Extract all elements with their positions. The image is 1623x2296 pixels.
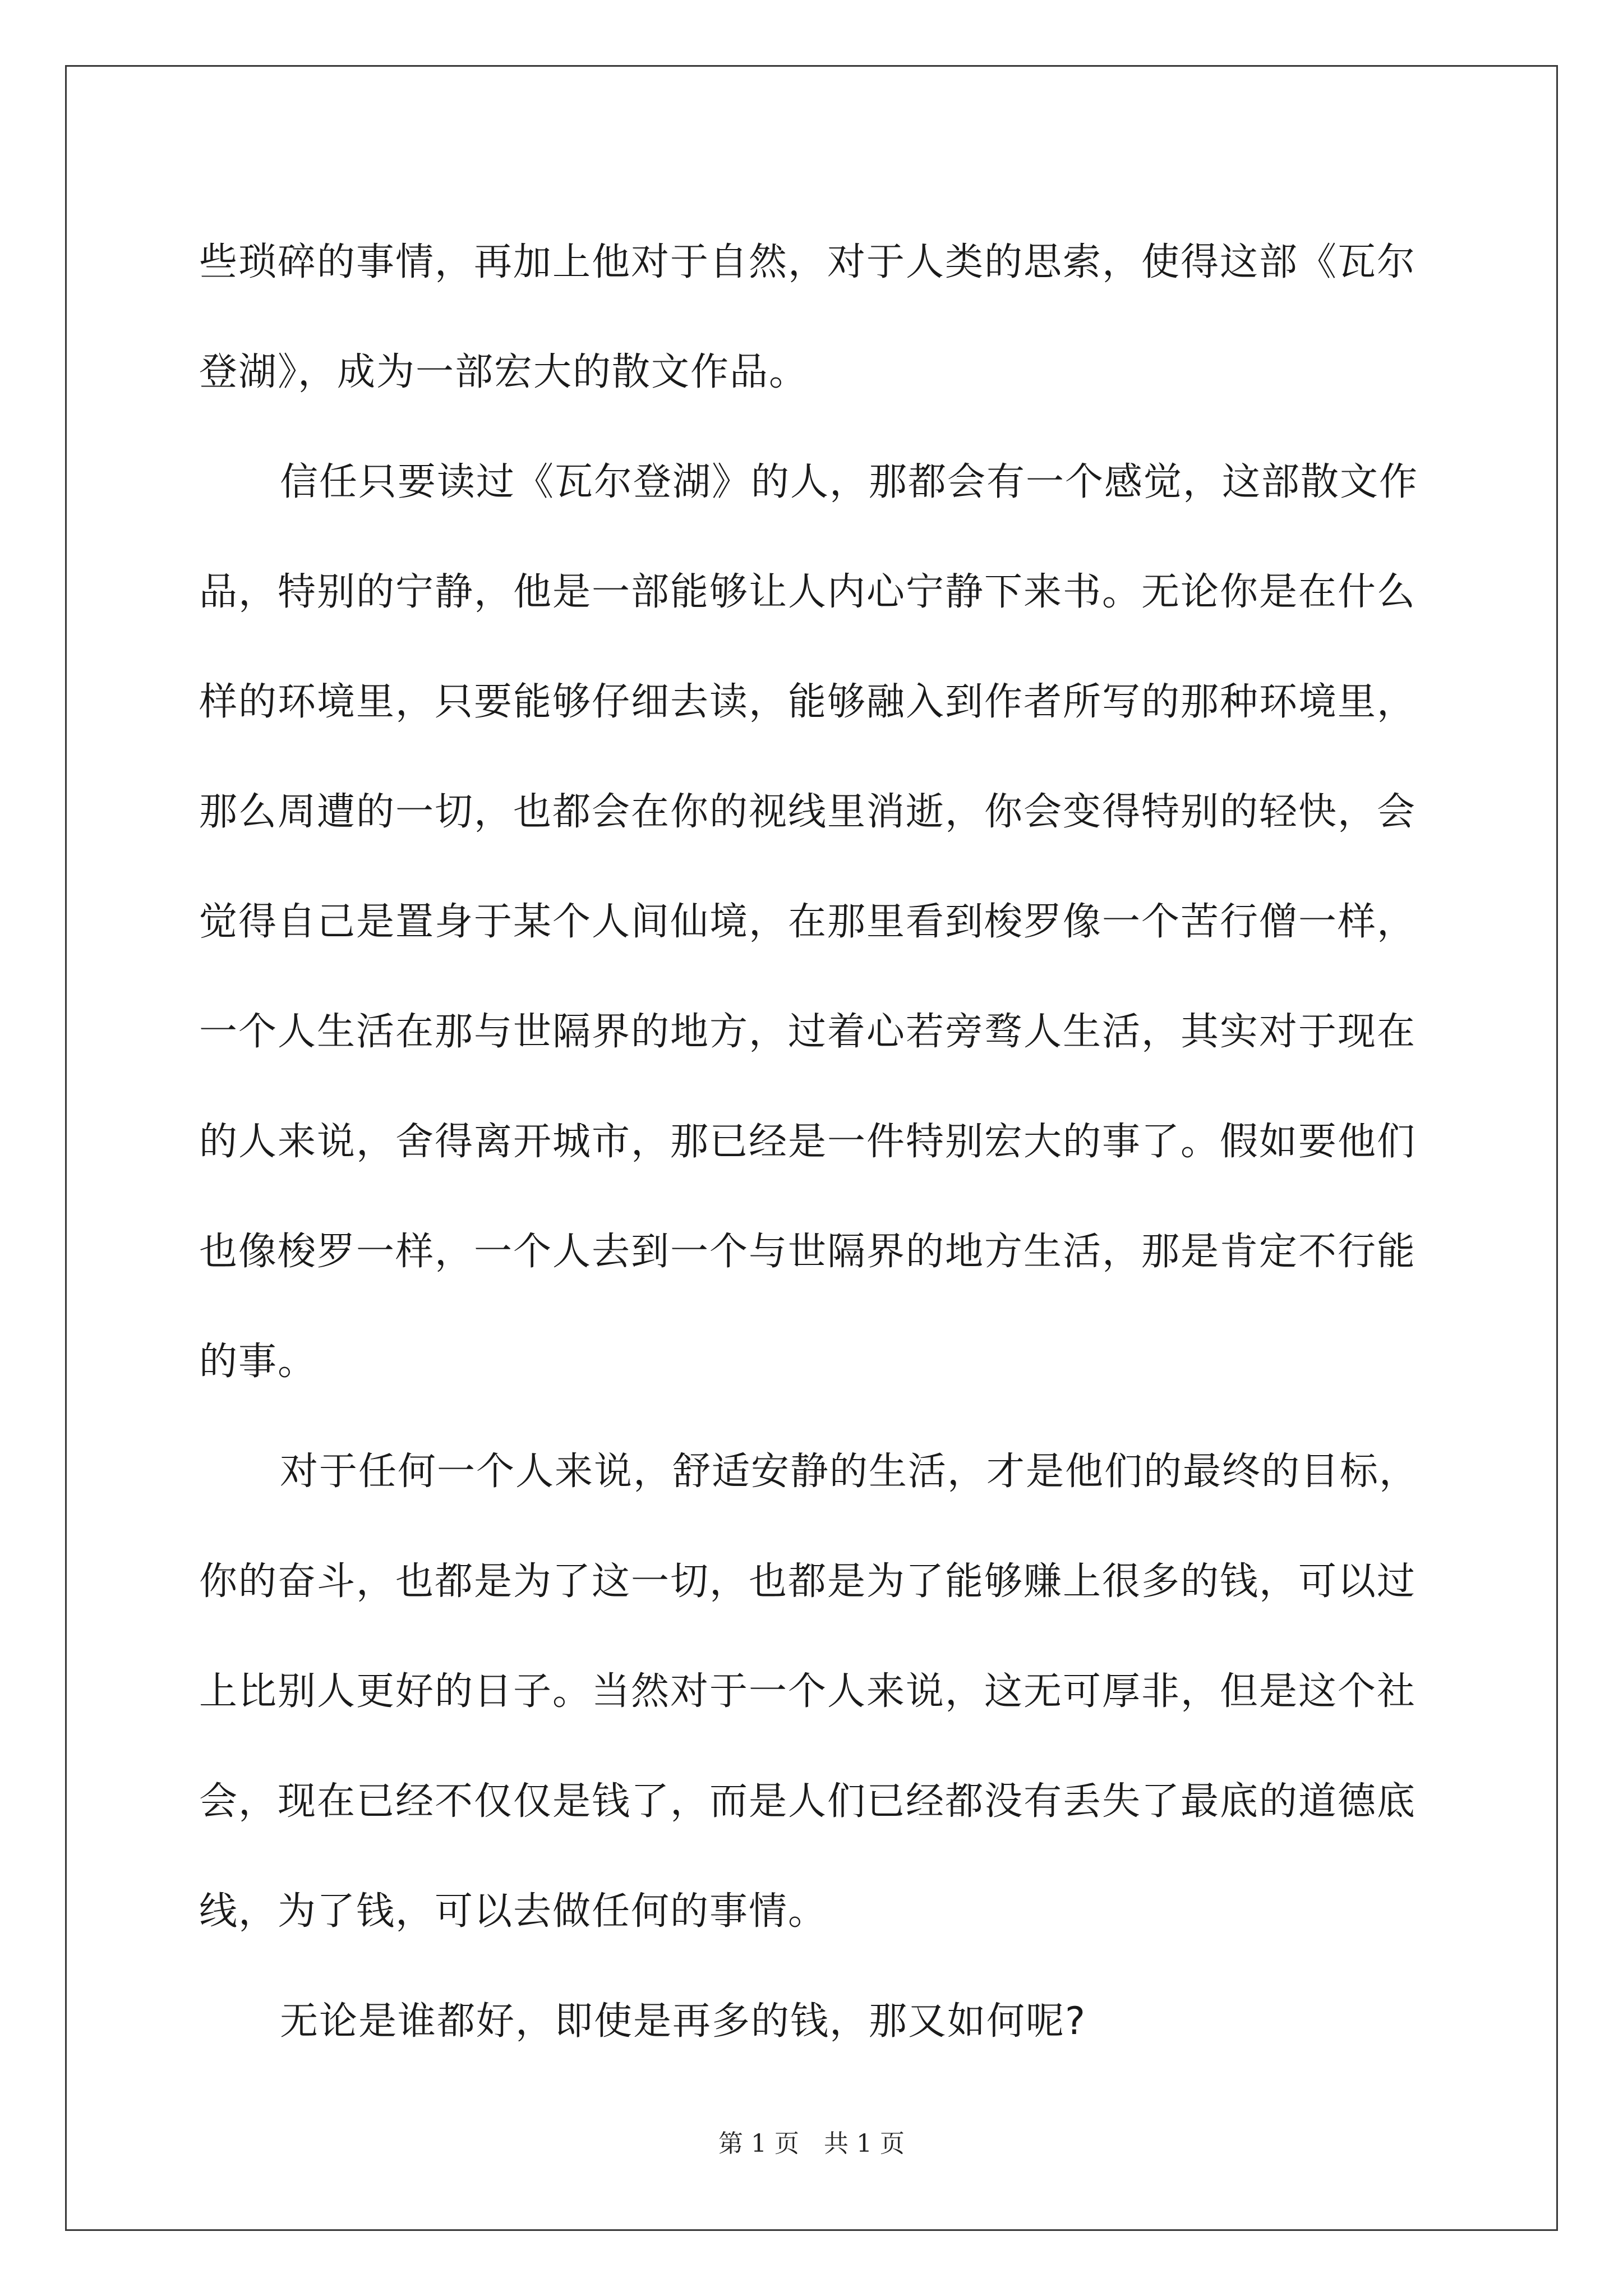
paragraph-3: 对于任何一个人来说，舒适安静的生活，才是他们的最终的目标，你的奋斗，也都是为了这一切，也都是为了能够赚上很多的钱，可以过上比别人更好的日子。当然对于一个人来说，这无可厚非，但是这个社会，现在已经不仅仅是钱了，而是人们已经都没有丢失了最底的道德底线，为了钱，可以去做任何的事情。 xyxy=(199,1450,1419,1934)
paragraph-2: 信任只要读过《瓦尔登湖》的人，那都会有一个感觉，这部散文作品，特别的宁静，他是一部能够让人内心宁静下来书。无论你是在什么样的环境里，只要能够仔细去读，能够融入到作者所写的那种环境里，那么周遭的一切，也都会在你的视线里消逝，你会变得特别的轻快，会觉得自己是置身于某个人间仙境，在那里看到梭罗像一个苦行僧一样，一个人生活在那与世隔界的地方，过着心若旁骛人生活，其实对于现在的人来说，舍得离开城市，那已经是一件特别宏大的事了。假如要他们也像梭罗一样，一个人去到一个与世隔界的地方生活，那是肯定不行能的事。 xyxy=(199,460,1419,1384)
paragraph-1: 些琐碎的事情，再加上他对于自然，对于人类的思索，使得这部《瓦尔登湖》，成为一部宏大的散文作品。 xyxy=(199,240,1417,394)
document-body xyxy=(199,208,1450,2077)
paragraph-4: 无论是谁都好，即使是再多的钱，那又如何呢? xyxy=(280,1999,1087,2044)
page-footer: 第 1 页 共 1 页 xyxy=(718,2129,905,2158)
